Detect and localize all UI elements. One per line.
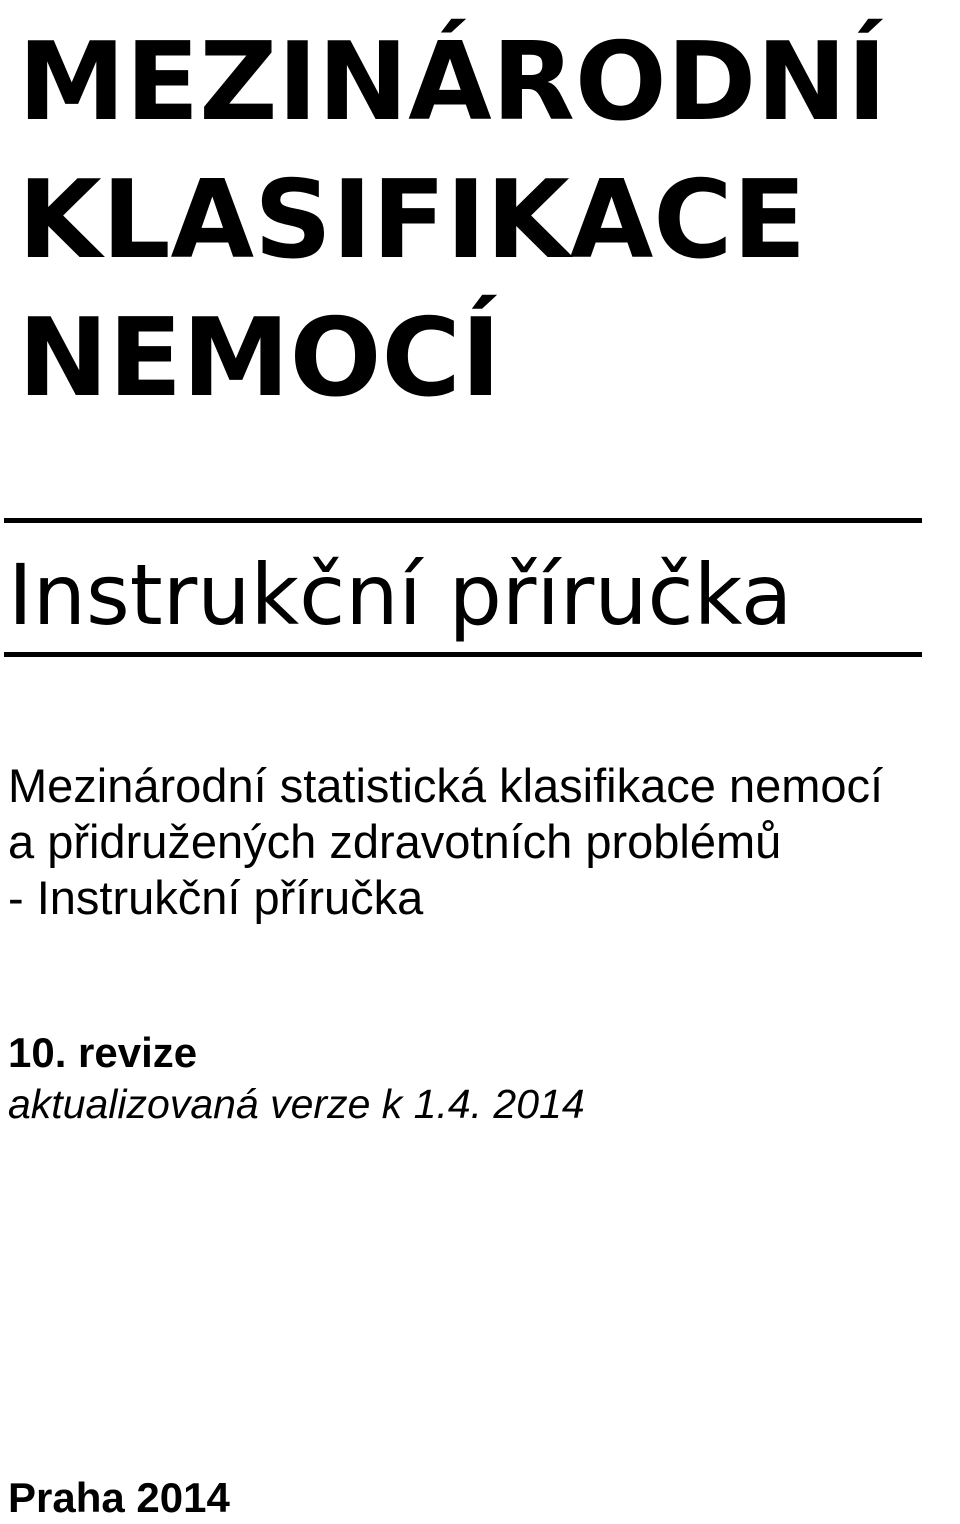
description-line-1: Mezinárodní statistická klasifikace nemocí (8, 759, 884, 812)
title-line-3: NEMOCÍ (18, 296, 501, 421)
place-and-year: Praha 2014 (8, 1474, 230, 1521)
revision-label: 10. revize (8, 1029, 198, 1076)
document-subtitle: Instrukční příručka (8, 546, 793, 644)
title-line-2: KLASIFIKACE (18, 158, 807, 283)
version-note: aktualizovaná verze k 1.4. 2014 (8, 1081, 585, 1127)
description-line-3: - Instrukční příručka (8, 871, 424, 924)
top-divider (4, 518, 922, 523)
description-line-2: a přidružených zdravotních problémů (8, 815, 782, 868)
bottom-divider (4, 652, 922, 657)
document-title (18, 14, 887, 428)
document-description (8, 758, 883, 926)
title-line-1: MEZINÁRODNÍ (18, 20, 887, 145)
